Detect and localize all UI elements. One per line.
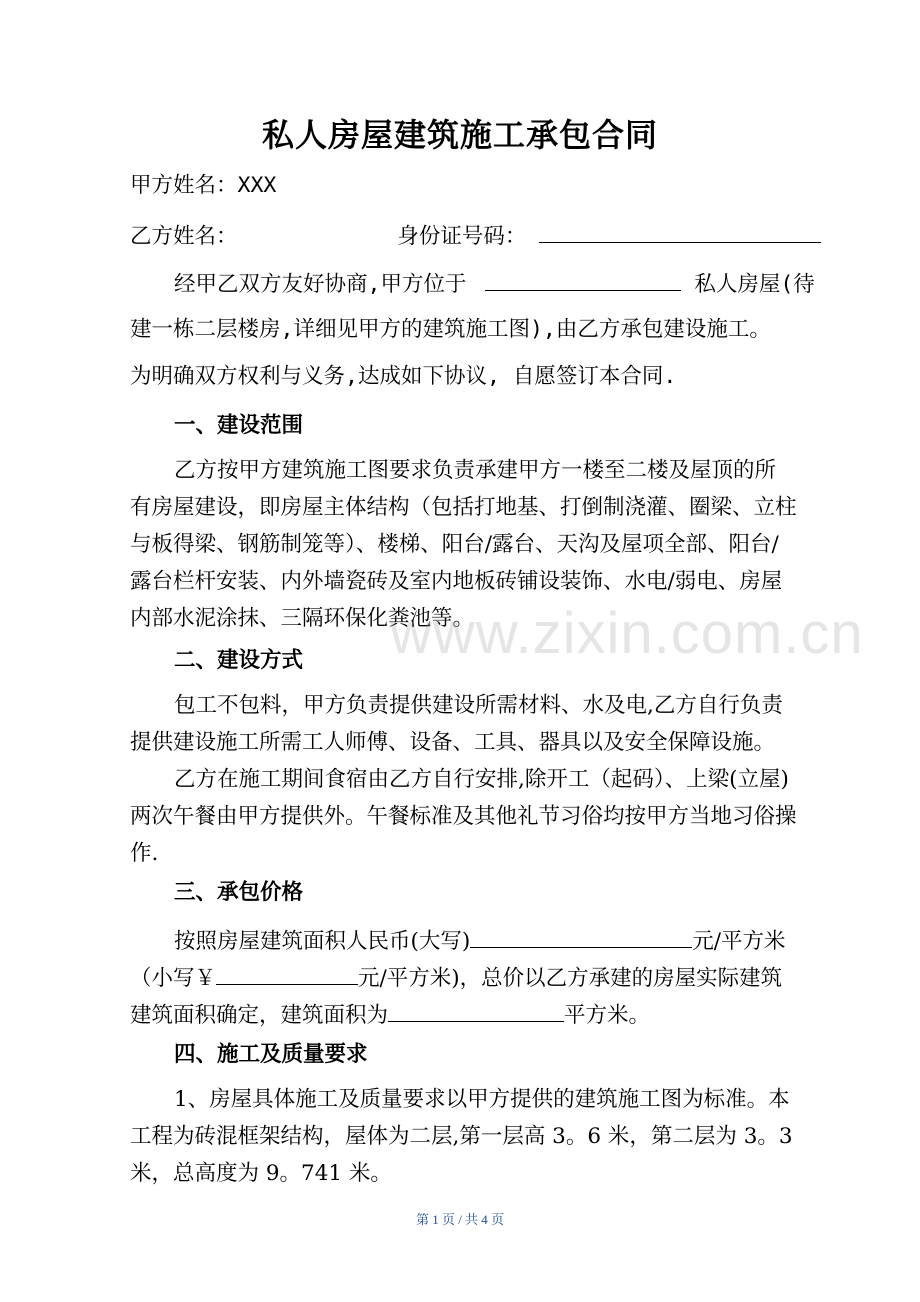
intro-line-3: 为明确双方权利与义务,达成如下协议, 自愿签订本合同. (130, 364, 677, 389)
price-upper-blank (470, 925, 692, 948)
party-a-line: 甲方姓名：XXX (130, 173, 277, 198)
section-3-line-3 (130, 999, 800, 1031)
price-lower-blank (216, 962, 358, 985)
section-1-line: 乙方按甲方建筑施工图要求负责承建甲方一楼至二楼及屋顶的所 (174, 458, 777, 483)
area-unit: 平方米。 (564, 1003, 651, 1028)
area-blank (388, 999, 564, 1022)
area-label: 建筑面积确定，建筑面积为 (130, 1003, 389, 1028)
section-2-line: 提供建设施工所需工人师傅、设备、工具、器具以及安全保障设施。 (130, 730, 776, 755)
section-4-line: 米，总高度为 9。741 米。 (130, 1161, 392, 1186)
section-2-heading: 二、建设方式 (174, 648, 304, 673)
price-lower-label: （小写￥ (130, 966, 217, 991)
section-1-line: 与板得梁、钢筋制笼等）、楼梯、阳台/露台、天沟及屋项全部、阳台/ (130, 532, 779, 557)
section-4-heading: 四、施工及质量要求 (174, 1042, 368, 1067)
section-1-line: 有房屋建设，即房屋主体结构（包括打地基、打倒制浇灌、圈梁、立柱 (130, 495, 797, 520)
price-upper-label: 按照房屋建筑面积人民币(大写) (174, 929, 471, 954)
section-3-line-1 (174, 925, 800, 957)
party-b-label: 乙方姓名： (130, 224, 238, 249)
intro-line-2: 建一栋二层楼房,详细见甲方的建筑施工图),由乙方承包建设施工。 (130, 317, 771, 342)
section-1-heading: 一、建设范围 (174, 413, 304, 438)
section-3-line-2 (130, 962, 800, 994)
section-4-line: 工程为砖混框架结构，屋体为二层,第一层高 3。6 米，第二层为 3。3 (130, 1124, 793, 1149)
price-upper-unit: 元/平方米 (692, 929, 786, 954)
party-b-line (130, 220, 800, 252)
section-2-line: 两次午餐由甲方提供外。午餐标准及其他礼节习俗均按甲方当地习俗操 (130, 804, 797, 829)
id-number-blank (539, 220, 821, 243)
intro-line-1-start: 经甲乙双方友好协商,甲方位于 (174, 272, 467, 297)
section-1-line: 露台栏杆安装、内外墙瓷砖及室内地板砖铺设装饰、水电/弱电、房屋 (130, 569, 783, 594)
price-lower-text: 元/平方米)，总价以乙方承建的房屋实际建筑 (358, 966, 783, 991)
intro-line-1 (174, 268, 815, 300)
document-title: 私人房屋建筑施工承包合同 (261, 116, 658, 154)
section-3-heading: 三、承包价格 (174, 880, 304, 905)
section-4-line: 1、房屋具体施工及质量要求以甲方提供的建筑施工图为标准。本 (174, 1087, 790, 1112)
location-blank (485, 268, 681, 291)
intro-line-1-end: 私人房屋(待 (694, 272, 815, 297)
section-2-line: 包工不包料，甲方负责提供建设所需材料、水及电,乙方自行负责 (174, 693, 783, 718)
id-label: 身份证号码： (397, 224, 527, 249)
section-2-line: 作. (130, 841, 159, 866)
section-1-line: 内部水泥涂抹、三隔环保化粪池等。 (130, 606, 475, 631)
page-number-footer: 第 1 页 / 共 4 页 (415, 1212, 505, 1227)
watermark: www.zixin.com.cn (390, 601, 864, 666)
section-2-line: 乙方在施工期间食宿由乙方自行安排,除开工（起码）、上梁(立屋) (174, 767, 789, 792)
